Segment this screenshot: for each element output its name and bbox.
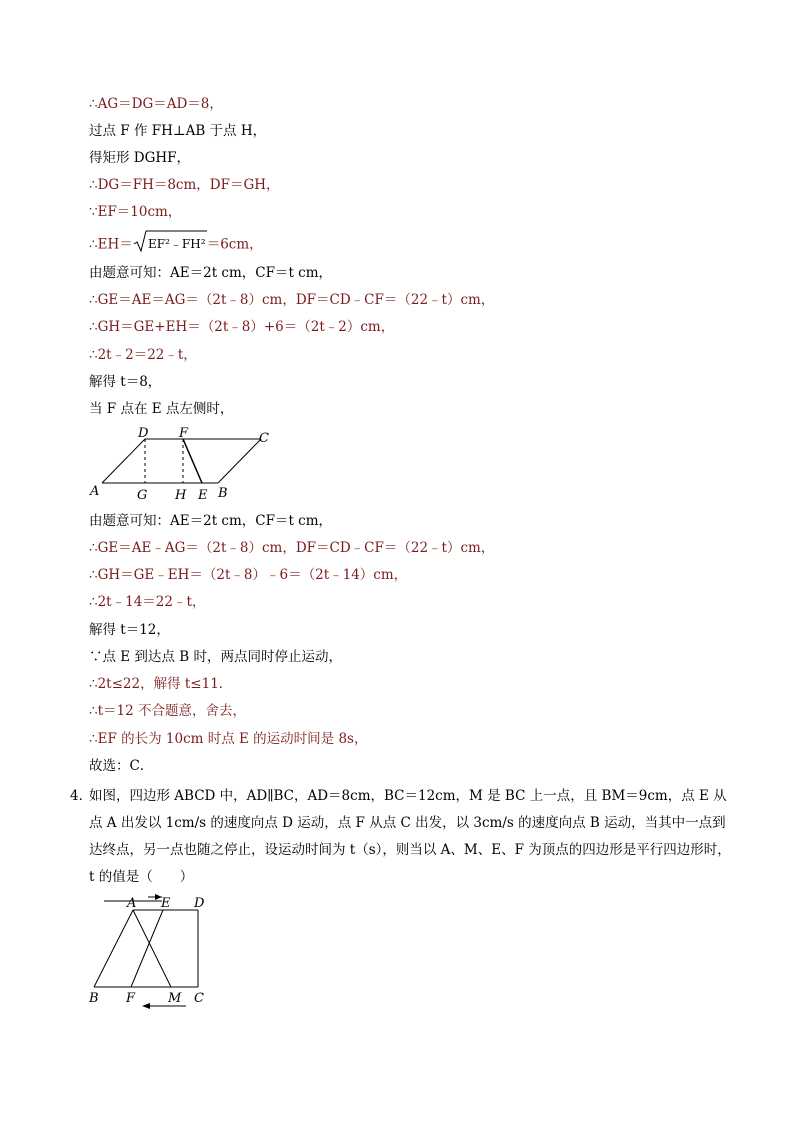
eh-radicand: EF²﹣FH² — [147, 237, 206, 251]
label-B: B — [89, 991, 99, 1006]
figure-parallelogram — [86, 422, 286, 508]
solution-line: ∴GH＝GE+EH＝（2t﹣8）+6＝（2t﹣2）cm， — [89, 319, 395, 335]
solution-line: 当 F 点在 E 点左侧时， — [89, 401, 234, 417]
solution-line: ∴AG＝DG＝AD＝8， — [89, 96, 223, 112]
solution-line: 故选：C． — [89, 758, 154, 774]
label-M: M — [168, 991, 182, 1006]
sqrt-expression — [133, 230, 207, 260]
label-G: G — [137, 488, 148, 503]
eh-prefix: ∴EH＝ — [89, 236, 133, 253]
label-F: F — [126, 991, 136, 1006]
solution-line-eh — [89, 230, 263, 260]
solution-line: 过点 F 作 FH⊥AB 于点 H， — [89, 123, 267, 139]
label-A: A — [90, 484, 100, 499]
label-E: E — [198, 488, 208, 503]
label-F: F — [179, 426, 189, 441]
eh-suffix: ＝6cm， — [206, 236, 263, 253]
label-H: H — [175, 488, 187, 503]
solution-line: 得矩形 DGHF， — [89, 150, 191, 166]
solution-line: ∴2t≤22，解得 t≤11． — [89, 676, 233, 692]
label-A: A — [127, 896, 137, 911]
solution-line: 由题意可知：AE＝2t cm，CF＝t cm， — [89, 265, 333, 281]
label-E: E — [161, 896, 171, 911]
solution-line: ∴2t﹣2＝22﹣t， — [89, 347, 197, 363]
solution-line: ∴t＝12 不合题意，舍去， — [89, 703, 246, 719]
solution-line: ∴EF 的长为 10cm 时点 E 的运动时间是 8s， — [89, 731, 368, 747]
question-number: 4． — [70, 788, 93, 804]
solution-line: ∴2t﹣14＝22﹣t， — [89, 594, 206, 610]
solution-line: 解得 t＝8， — [89, 374, 162, 390]
solution-line: ∴DG＝FH＝8cm，DF＝GH， — [89, 177, 280, 193]
solution-line: ∵点 E 到达点 B 时，两点同时停止运动， — [89, 649, 342, 665]
solution-line: ∵EF＝10cm， — [89, 204, 182, 220]
solution-line: 解得 t＝12， — [89, 622, 170, 638]
question-text: 如图，四边形 ABCD 中，AD∥BC，AD＝8cm，BC＝12cm，M 是 BC 上一点，且 BM＝9cm，点 E 从点 A 出发以 1cm/s 的速度向点 D 运动，点 F 从点 C 出发，以 3cm/s 的速度向点 B 运动，当其中一点到达终点，另一点也随之停止，设运动时间为 t（s），则当以 A、M、E、F 为顶点的四边形是平行四边形时，t 的值是（ ） — [89, 788, 731, 885]
label-C: C — [259, 431, 269, 446]
radical-sign — [133, 230, 207, 254]
figure-trapezoid — [86, 892, 216, 1016]
solution-line: ∴GE＝AE﹣AG＝（2t﹣8）cm，DF＝CD﹣CF＝（22﹣t）cm， — [89, 540, 495, 556]
label-C: C — [194, 991, 204, 1006]
label-D: D — [138, 426, 149, 441]
solution-line: ∴GH＝GE﹣EH＝（2t﹣8）﹣6＝（2t﹣14）cm， — [89, 567, 408, 583]
label-B: B — [218, 486, 228, 501]
label-D: D — [194, 896, 205, 911]
solution-line: 由题意可知：AE＝2t cm，CF＝t cm， — [89, 513, 333, 529]
solution-line: ∴GE＝AE＝AG＝（2t﹣8）cm，DF＝CD﹣CF＝（22﹣t）cm， — [89, 292, 495, 308]
